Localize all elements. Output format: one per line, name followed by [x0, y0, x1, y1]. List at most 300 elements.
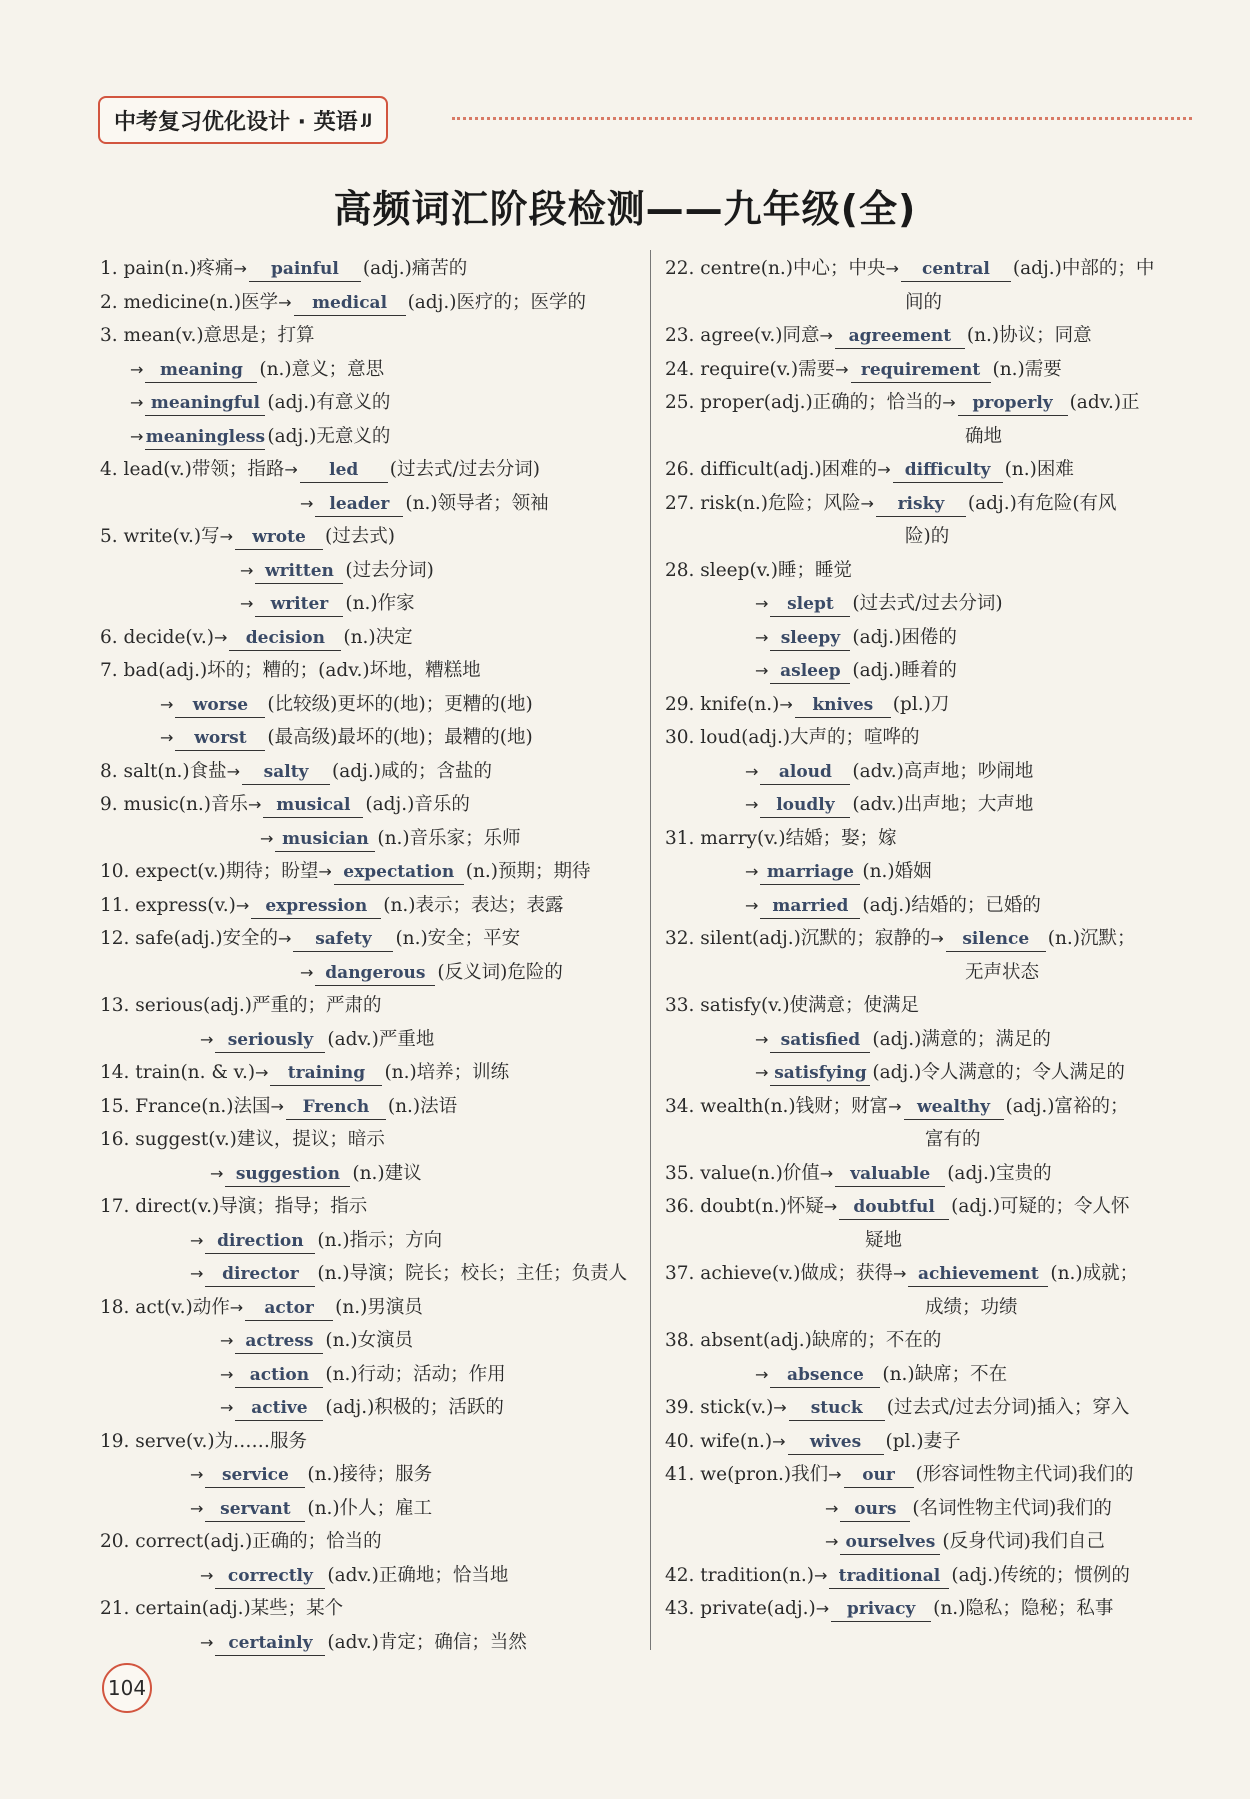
- arrow-icon: →: [210, 1163, 224, 1183]
- arrow-icon: →: [200, 1632, 214, 1652]
- vocab-prompt: 43. private(adj.): [665, 1598, 816, 1619]
- arrow-icon: →: [825, 1498, 839, 1518]
- arrow-icon: →: [755, 661, 769, 680]
- vocab-line: [100, 1458, 640, 1492]
- vocab-gloss: (adj.)传统的；惯例的: [951, 1564, 1130, 1586]
- answer-blank: action: [235, 1363, 323, 1388]
- vocab-line: [100, 1391, 640, 1425]
- vocab-line: [100, 822, 640, 856]
- vocab-gloss: (n.)音乐家；乐师: [377, 827, 521, 849]
- vocab-prompt: 32. silent(adj.)沉默的；寂静的: [665, 928, 931, 949]
- vocab-gloss: (过去式): [325, 526, 395, 547]
- arrow-icon: →: [819, 326, 833, 345]
- vocab-gloss: (最高级)最坏的(地)；最糟的(地): [267, 727, 533, 748]
- vocab-prompt: 30. loud(adj.)大声的；喧哗的: [665, 727, 920, 748]
- arrow-icon: →: [130, 426, 144, 446]
- vocab-gloss: (n.)决定: [343, 626, 413, 648]
- vocab-gloss: (n.)指示；方向: [317, 1229, 443, 1251]
- answer-blank: satisfied: [770, 1028, 870, 1053]
- vocab-prompt: 9. music(n.)音乐: [100, 794, 248, 815]
- vocab-gloss: (adv.)正: [1069, 392, 1140, 413]
- vocab-prompt: 2. medicine(n.)医学: [100, 291, 279, 313]
- vocab-line: [100, 420, 640, 454]
- arrow-icon: →: [220, 1331, 234, 1350]
- vocab-line: [665, 755, 1210, 789]
- answer-blank: requirement: [851, 358, 991, 383]
- book-header: [98, 96, 388, 144]
- vocab-gloss: (n.)隐私；隐秘；私事: [933, 1598, 1114, 1619]
- vocab-prompt: 35. value(n.)价值: [665, 1162, 820, 1184]
- vocab-prompt: 4. lead(v.)带领；指路: [100, 459, 285, 480]
- arrow-icon: →: [815, 1599, 830, 1618]
- arrow-icon: →: [220, 1398, 234, 1417]
- vocab-line: [100, 487, 640, 521]
- vocab-prompt: 6. decide(v.): [100, 626, 214, 648]
- answer-blank: wives: [788, 1430, 884, 1455]
- vocab-line: [665, 855, 1210, 889]
- vocab-prompt: 8. salt(n.)食盐: [100, 760, 227, 782]
- vocab-prompt: 25. proper(adj.)正确的；恰当的: [665, 392, 943, 413]
- arrow-icon: →: [860, 493, 874, 513]
- answer-blank: musical: [263, 793, 363, 818]
- vocab-line: [665, 1257, 1210, 1291]
- arrow-icon: →: [745, 862, 759, 881]
- vocab-gloss: (n.)困难: [1004, 459, 1074, 480]
- vocab-line: [100, 956, 640, 990]
- vocab-gloss: (adj.)可疑的；令人怀: [951, 1196, 1130, 1217]
- arrow-icon: →: [233, 259, 247, 278]
- vocab-line: [100, 587, 640, 621]
- vocab-line: [100, 989, 640, 1023]
- arrow-icon: →: [240, 594, 254, 613]
- answer-blank: meaning: [145, 358, 257, 383]
- arrow-icon: →: [835, 359, 849, 379]
- vocab-gloss: (n.)需要: [992, 358, 1062, 380]
- vocab-prompt: 成绩；功绩: [925, 1296, 1018, 1318]
- vocab-line: [665, 788, 1210, 822]
- vocab-prompt: 38. absent(adj.)缺席的；不在的: [665, 1330, 942, 1351]
- vocab-gloss: (adj.)有意义的: [267, 392, 391, 413]
- vocab-prompt: 26. difficult(adj.)困难的: [665, 459, 878, 480]
- answer-blank: certainly: [215, 1631, 325, 1656]
- vocab-gloss: (adj.)富裕的；: [1005, 1095, 1129, 1117]
- vocab-line: [665, 1492, 1210, 1526]
- vocab-gloss: (过去式/过去分词): [389, 459, 540, 480]
- vocab-line: [665, 1056, 1210, 1090]
- vocab-line: [100, 1224, 640, 1258]
- arrow-icon: →: [255, 1063, 269, 1082]
- answer-blank: central: [901, 257, 1011, 282]
- answer-blank: ourselves: [840, 1530, 940, 1555]
- vocab-line: [100, 386, 640, 420]
- vocab-line: [665, 587, 1210, 621]
- answer-blank: meaningless: [145, 425, 265, 450]
- answer-blank: expression: [251, 894, 381, 919]
- vocab-prompt: 27. risk(n.)危险；风险: [665, 492, 861, 514]
- arrow-icon: →: [745, 795, 759, 814]
- vocab-line: [100, 1291, 640, 1325]
- vocab-gloss: (adj.)音乐的: [365, 794, 470, 815]
- answer-blank: salty: [242, 760, 330, 785]
- vocab-gloss: (n.)预期；期待: [465, 861, 591, 882]
- arrow-icon: →: [819, 1163, 834, 1183]
- arrow-icon: →: [220, 1364, 234, 1384]
- answer-blank: servant: [205, 1497, 305, 1522]
- vocab-prompt: 20. correct(adj.)正确的；恰当的: [100, 1531, 382, 1552]
- vocab-line: [100, 1123, 640, 1157]
- arrow-icon: →: [248, 795, 262, 814]
- book-subtitle: JJ: [361, 112, 373, 128]
- arrow-icon: →: [828, 1465, 842, 1484]
- arrow-icon: →: [888, 1096, 902, 1116]
- vocab-gloss: (n.)法语: [387, 1095, 458, 1117]
- answer-blank: direction: [205, 1229, 315, 1254]
- answer-blank: worse: [175, 693, 265, 718]
- vocab-prompt: 40. wife(n.): [665, 1430, 773, 1452]
- vocab-gloss: (n.)婚姻: [862, 861, 932, 882]
- vocab-prompt: 14. train(n. & v.): [100, 1062, 256, 1083]
- answer-blank: service: [205, 1463, 305, 1488]
- arrow-icon: →: [779, 694, 793, 714]
- answer-blank: leader: [315, 492, 403, 517]
- vocab-line: [100, 889, 640, 923]
- vocab-gloss: (adj.)有危险(有风: [967, 492, 1117, 514]
- vocab-prompt: 无声状态: [965, 961, 1040, 983]
- vocab-line: [665, 1592, 1210, 1626]
- answer-blank: risky: [876, 492, 966, 517]
- vocab-prompt: 24. require(v.)需要: [665, 358, 836, 380]
- vocab-gloss: (adj.)咸的；含盐的: [332, 760, 492, 782]
- answer-blank: director: [205, 1262, 315, 1287]
- vocab-line: [100, 855, 640, 889]
- vocab-line: [100, 1157, 640, 1191]
- vocab-gloss: (adv.)高声地；吵闹地: [852, 760, 1034, 782]
- answer-blank: led: [300, 458, 388, 483]
- page-number: 104: [102, 1663, 152, 1713]
- arrow-icon: →: [755, 1029, 769, 1049]
- arrow-icon: →: [300, 962, 314, 982]
- vocab-gloss: (n.)意义；意思: [259, 358, 385, 380]
- vocab-gloss: (名词性物主代词)我们的: [912, 1497, 1112, 1519]
- answer-blank: expectation: [334, 860, 464, 885]
- vocab-prompt: 险)的: [905, 526, 950, 547]
- vocab-gloss: (adj.)令人满意的；令人满足的: [872, 1062, 1125, 1083]
- arrow-icon: →: [318, 862, 332, 881]
- vocab-gloss: (adj.)困倦的: [852, 626, 957, 648]
- answer-blank: loudly: [760, 793, 850, 818]
- vocab-gloss: (过去分词): [345, 559, 434, 581]
- vocab-line: [100, 1358, 640, 1392]
- vocab-prompt: 29. knife(n.): [665, 693, 780, 715]
- answer-blank: traditional: [829, 1564, 949, 1589]
- vocab-prompt: 36. doubt(n.)怀疑: [665, 1196, 824, 1217]
- arrow-icon: →: [270, 1096, 284, 1116]
- vocab-prompt: 10. expect(v.)期待；盼望: [100, 861, 319, 882]
- vocab-prompt: 23. agree(v.)同意: [665, 325, 820, 346]
- right-column: [665, 252, 1210, 1626]
- vocab-gloss: (n.)女演员: [325, 1330, 414, 1351]
- vocab-gloss: (adj.)满意的；满足的: [872, 1028, 1051, 1050]
- arrow-icon: →: [200, 1029, 214, 1049]
- vocab-gloss: (adv.)肯定；确信；当然: [327, 1631, 527, 1653]
- vocab-gloss: (过去式/过去分词)插入；穿入: [886, 1397, 1130, 1418]
- arrow-icon: →: [930, 929, 944, 948]
- vocab-line: [665, 956, 1210, 990]
- answer-blank: aloud: [760, 760, 850, 785]
- arrow-icon: →: [219, 527, 233, 546]
- vocab-gloss: (n.)仆人；雇工: [307, 1497, 433, 1519]
- answer-blank: wealthy: [904, 1095, 1004, 1120]
- arrow-icon: →: [745, 761, 759, 781]
- answer-blank: written: [255, 559, 343, 584]
- vocab-line: [100, 922, 640, 956]
- vocab-line: [665, 420, 1210, 454]
- arrow-icon: →: [190, 1264, 204, 1283]
- vocab-line: [665, 1090, 1210, 1124]
- answer-blank: absence: [770, 1363, 880, 1388]
- vocab-line: [665, 386, 1210, 420]
- arrow-icon: →: [755, 594, 769, 613]
- vocab-gloss: (adj.)无意义的: [267, 425, 391, 447]
- vocab-line: [665, 286, 1210, 320]
- vocab-gloss: (adj.)中部的；中: [1012, 258, 1155, 279]
- vocab-gloss: (形容词性物主代词)我们的: [915, 1464, 1134, 1485]
- vocab-prompt: 疑地: [865, 1229, 903, 1251]
- vocab-line: [100, 353, 640, 387]
- vocab-gloss: (adj.)睡着的: [852, 660, 957, 681]
- arrow-icon: →: [942, 393, 956, 412]
- vocab-line: [665, 1425, 1210, 1459]
- vocab-line: [100, 1525, 640, 1559]
- vocab-line: [665, 721, 1210, 755]
- answer-blank: dangerous: [315, 961, 435, 986]
- vocab-prompt: 1. pain(n.)疼痛: [100, 258, 234, 279]
- arrow-icon: →: [229, 1297, 244, 1317]
- vocab-line: [100, 1056, 640, 1090]
- header-dotted-rule: [452, 117, 1192, 120]
- answer-blank: decision: [229, 626, 341, 651]
- vocab-gloss: (adv.)出声地；大声地: [852, 794, 1034, 815]
- vocab-gloss: (n.)接待；服务: [307, 1464, 433, 1485]
- vocab-line: [665, 487, 1210, 521]
- arrow-icon: →: [755, 627, 769, 647]
- vocab-gloss: (n.)行动；活动；作用: [325, 1363, 506, 1385]
- vocab-prompt: 7. bad(adj.)坏的；糟的；(adv.)坏地，糟糕地: [100, 660, 481, 681]
- arrow-icon: →: [226, 761, 241, 781]
- vocab-prompt: 39. stick(v.): [665, 1397, 774, 1418]
- arrow-icon: →: [130, 393, 144, 412]
- vocab-line: [665, 353, 1210, 387]
- arrow-icon: →: [877, 460, 891, 479]
- vocab-line: [100, 286, 640, 320]
- answer-blank: actor: [245, 1296, 333, 1321]
- vocab-prompt: 41. we(pron.)我们: [665, 1464, 829, 1485]
- vocab-line: [665, 989, 1210, 1023]
- arrow-icon: →: [190, 1465, 204, 1484]
- vocab-gloss: (n.)导演；院长；校长；主任；负责人: [317, 1263, 628, 1284]
- vocab-line: [100, 1559, 640, 1593]
- vocab-prompt: 19. serve(v.)为……服务: [100, 1430, 308, 1452]
- answer-blank: musician: [275, 827, 375, 852]
- vocab-line: [100, 755, 640, 789]
- arrow-icon: →: [745, 895, 759, 915]
- vocab-gloss: (反义词)危险的: [437, 961, 563, 983]
- arrow-icon: →: [885, 259, 899, 278]
- arrow-icon: →: [773, 1398, 787, 1417]
- answer-blank: agreement: [835, 324, 965, 349]
- vocab-line: [665, 453, 1210, 487]
- vocab-line: [100, 1492, 640, 1526]
- vocab-prompt: 33. satisfy(v.)使满意；使满足: [665, 995, 920, 1016]
- vocab-gloss: (adj.)痛苦的: [362, 258, 468, 279]
- answer-blank: properly: [958, 391, 1068, 416]
- arrow-icon: →: [823, 1197, 838, 1216]
- vocab-prompt: 间的: [905, 291, 943, 313]
- vocab-gloss: (n.)沉默；: [1047, 928, 1136, 949]
- arrow-icon: →: [213, 627, 228, 647]
- vocab-prompt: 21. certain(adj.)某些；某个: [100, 1598, 344, 1619]
- vocab-gloss: (adj.)结婚的；已婚的: [862, 894, 1041, 916]
- vocab-line: [100, 1324, 640, 1358]
- arrow-icon: →: [160, 694, 174, 714]
- answer-blank: safety: [293, 927, 393, 952]
- answer-blank: seriously: [215, 1028, 325, 1053]
- vocab-prompt: 确地: [965, 425, 1003, 447]
- vocab-line: [100, 1626, 640, 1660]
- answer-blank: actress: [235, 1329, 323, 1354]
- answer-blank: ours: [840, 1497, 910, 1522]
- vocab-line: [665, 1224, 1210, 1258]
- answer-blank: painful: [249, 257, 361, 282]
- vocab-gloss: (pl.)刀: [892, 693, 950, 715]
- vocab-prompt: 34. wealth(n.)钱财；财富: [665, 1095, 889, 1117]
- vocab-prompt: 37. achieve(v.)做成；获得: [665, 1263, 893, 1284]
- vocab-line: [100, 788, 640, 822]
- vocab-prompt: 12. safe(adj.)安全的: [100, 928, 279, 949]
- vocab-gloss: (n.)协议；同意: [966, 325, 1092, 346]
- vocab-line: [100, 319, 640, 353]
- vocab-line: [665, 1123, 1210, 1157]
- arrow-icon: →: [200, 1565, 214, 1585]
- vocab-line: [665, 1525, 1210, 1559]
- vocab-line: [100, 1090, 640, 1124]
- vocab-line: [665, 252, 1210, 286]
- vocab-gloss: (n.)建议: [352, 1162, 422, 1184]
- answer-blank: married: [760, 894, 860, 919]
- vocab-prompt: 15. France(n.)法国: [100, 1095, 271, 1117]
- vocab-gloss: (adj.)宝贵的: [947, 1162, 1052, 1184]
- answer-blank: privacy: [831, 1597, 931, 1622]
- vocab-line: [100, 621, 640, 655]
- vocab-prompt: 18. act(v.)动作: [100, 1296, 230, 1318]
- arrow-icon: →: [300, 493, 314, 513]
- answer-blank: doubtful: [839, 1195, 949, 1220]
- vocab-line: [100, 721, 640, 755]
- vocab-line: [665, 1023, 1210, 1057]
- vocab-line: [665, 688, 1210, 722]
- vocab-line: [665, 1291, 1210, 1325]
- arrow-icon: →: [772, 1431, 786, 1451]
- arrow-icon: →: [130, 359, 144, 379]
- answer-blank: asleep: [770, 659, 850, 684]
- arrow-icon: →: [814, 1565, 828, 1585]
- vocab-gloss: (n.)作家: [345, 593, 415, 614]
- answer-blank: silence: [946, 927, 1046, 952]
- vocab-gloss: (adj.)医疗的；医学的: [407, 291, 586, 313]
- arrow-icon: →: [892, 1264, 907, 1283]
- answer-blank: our: [844, 1463, 914, 1488]
- answer-blank: meaningful: [145, 391, 265, 416]
- vocab-prompt: 28. sleep(v.)睡；睡觉: [665, 559, 853, 581]
- vocab-line: [100, 554, 640, 588]
- vocab-gloss: (反身代词)我们自己: [942, 1531, 1105, 1552]
- vocab-line: [665, 654, 1210, 688]
- book-title: 中考复习优化设计 · 英语: [114, 109, 358, 135]
- vocab-gloss: (比较级)更坏的(地)；更糟的(地): [267, 693, 533, 715]
- vocab-prompt: 17. direct(v.)导演；指导；指示: [100, 1196, 368, 1217]
- answer-blank: slept: [770, 592, 850, 617]
- vocab-prompt: 22. centre(n.)中心；中央: [665, 258, 886, 279]
- arrow-icon: →: [755, 1364, 769, 1384]
- answer-blank: correctly: [215, 1564, 325, 1589]
- arrow-icon: →: [190, 1230, 204, 1250]
- vocab-line: [665, 1391, 1210, 1425]
- left-column: [100, 252, 640, 1659]
- vocab-line: [100, 654, 640, 688]
- vocab-gloss: (adj.)积极的；活跃的: [325, 1397, 504, 1418]
- vocab-line: [100, 1592, 640, 1626]
- vocab-prompt: 42. tradition(n.): [665, 1564, 815, 1586]
- vocab-gloss: (adv.)正确地；恰当地: [327, 1564, 509, 1586]
- vocab-gloss: (过去式/过去分词): [852, 593, 1003, 614]
- vocab-line: [665, 1358, 1210, 1392]
- arrow-icon: →: [235, 895, 250, 915]
- vocab-line: [100, 252, 640, 286]
- vocab-prompt: 5. write(v.)写: [100, 526, 220, 547]
- vocab-gloss: (adv.)严重地: [327, 1028, 435, 1050]
- vocab-line: [665, 1559, 1210, 1593]
- answer-blank: wrote: [235, 525, 323, 550]
- arrow-icon: →: [160, 728, 174, 747]
- vocab-prompt: 富有的: [925, 1129, 981, 1150]
- vocab-prompt: 16. suggest(v.)建议，提议；暗示: [100, 1129, 385, 1150]
- vocab-line: [665, 621, 1210, 655]
- answer-blank: active: [235, 1396, 323, 1421]
- vocab-gloss: (pl.)妻子: [885, 1430, 961, 1452]
- answer-blank: French: [286, 1095, 386, 1120]
- vocab-line: [665, 1157, 1210, 1191]
- vocab-prompt: 31. marry(v.)结婚；娶；嫁: [665, 827, 897, 849]
- page-title: 高频词汇阶段检测——九年级(全): [333, 187, 917, 231]
- vocab-line: [100, 453, 640, 487]
- answer-blank: sleepy: [770, 626, 850, 651]
- vocab-prompt: 13. serious(adj.)严重的；严肃的: [100, 995, 382, 1016]
- vocab-line: [665, 922, 1210, 956]
- answer-blank: worst: [175, 726, 265, 751]
- vocab-line: [665, 822, 1210, 856]
- answer-blank: difficulty: [893, 458, 1003, 483]
- vocab-line: [665, 520, 1210, 554]
- vocab-line: [100, 1425, 640, 1459]
- vocab-gloss: (n.)领导者；领袖: [405, 492, 549, 514]
- vocab-line: [665, 889, 1210, 923]
- answer-blank: valuable: [835, 1162, 945, 1187]
- answer-blank: medical: [294, 291, 406, 316]
- vocab-gloss: (n.)培养；训练: [384, 1062, 510, 1083]
- vocab-line: [665, 1458, 1210, 1492]
- answer-blank: training: [270, 1061, 382, 1086]
- arrow-icon: →: [825, 1532, 839, 1551]
